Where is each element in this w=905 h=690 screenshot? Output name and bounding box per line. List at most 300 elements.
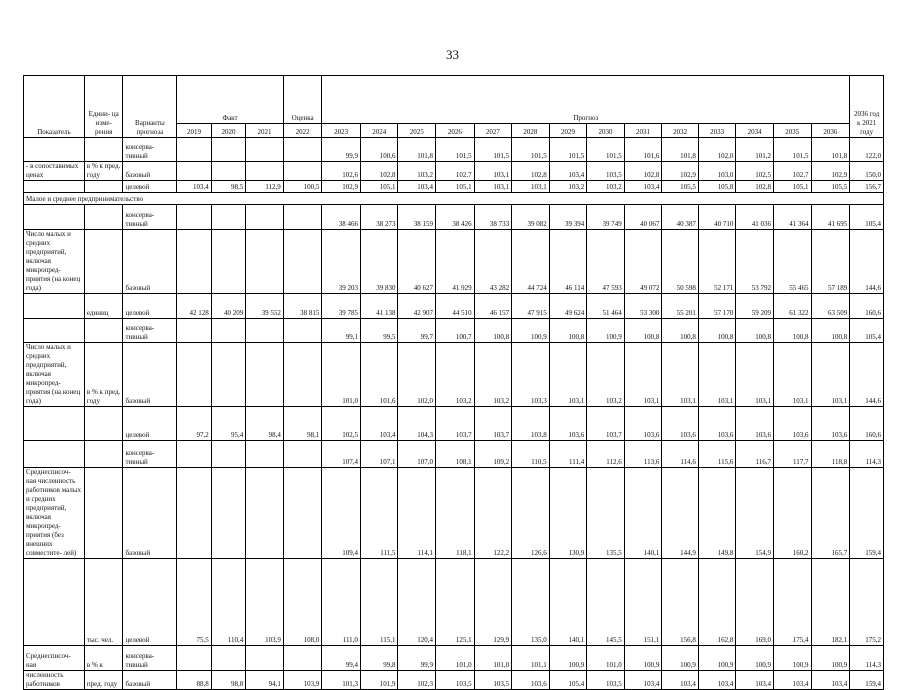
header-last-col: 2036 год к 2021 году [850, 76, 884, 138]
ratio-cell: 105,4 [850, 205, 884, 230]
value-cell: 40 067 [624, 205, 662, 230]
value-cell: 175,4 [773, 559, 811, 646]
value-cell: 105,1 [773, 181, 811, 193]
ratio-cell: 144,6 [850, 343, 884, 407]
value-cell: 102,5 [322, 407, 361, 441]
value-cell: 103,5 [436, 671, 475, 690]
value-cell: 39 394 [549, 205, 587, 230]
value-cell: 55 201 [662, 294, 699, 319]
indicator-cell [24, 441, 85, 468]
value-cell: 113,6 [624, 441, 662, 468]
value-cell: 100,5 [283, 181, 322, 193]
unit-cell [84, 468, 123, 559]
value-cell [246, 319, 284, 343]
ratio-cell: 159,4 [850, 468, 884, 559]
section-title: Малое и среднее предпринимательство [24, 193, 884, 205]
variant-cell: целевой [123, 407, 177, 441]
value-cell: 102,9 [662, 162, 699, 181]
table-row [24, 646, 884, 671]
table-row [24, 138, 884, 162]
value-cell: 109,4 [322, 468, 361, 559]
variant-cell: целевой [123, 181, 177, 193]
value-cell: 103,1 [698, 343, 736, 407]
value-cell [246, 138, 284, 162]
value-cell: 102,0 [398, 343, 436, 407]
value-cell: 103,1 [474, 181, 512, 193]
value-cell: 100,9 [773, 646, 811, 671]
value-cell: 118,1 [436, 468, 475, 559]
value-cell: 101,0 [436, 646, 475, 671]
indicator-cell: - в сопоставимых ценах [24, 162, 85, 181]
value-cell: 97,2 [177, 407, 212, 441]
value-cell: 103,6 [773, 407, 811, 441]
value-cell: 118,8 [811, 441, 850, 468]
unit-cell [84, 319, 123, 343]
value-cell: 103,4 [549, 162, 587, 181]
value-cell: 111,4 [549, 441, 587, 468]
value-cell: 103,1 [474, 162, 512, 181]
value-cell: 40 209 [211, 294, 246, 319]
year-header-cell: 2032 [662, 124, 699, 138]
value-cell [211, 138, 246, 162]
value-cell: 140,1 [549, 559, 587, 646]
value-cell: 103,3 [512, 343, 550, 407]
ratio-cell: 156,7 [850, 181, 884, 193]
value-cell: 111,0 [322, 559, 361, 646]
value-cell: 102,0 [698, 138, 736, 162]
value-cell: 112,9 [246, 181, 284, 193]
value-cell: 151,1 [624, 559, 662, 646]
value-cell: 103,1 [662, 343, 699, 407]
value-cell: 53 792 [736, 230, 774, 294]
year-header-cell: 2026 [436, 124, 475, 138]
year-header-cell: 2029 [549, 124, 587, 138]
value-cell: 99,5 [360, 319, 398, 343]
value-cell: 107,0 [398, 441, 436, 468]
indicator-cell [24, 559, 85, 646]
value-cell: 130,9 [549, 468, 587, 559]
value-cell [283, 319, 322, 343]
value-cell: 103,0 [698, 162, 736, 181]
value-cell [246, 230, 284, 294]
value-cell: 103,2 [436, 343, 475, 407]
value-cell: 101,6 [624, 138, 662, 162]
indicator-cell [24, 205, 85, 230]
variant-cell: консерва- тивный [123, 441, 177, 468]
value-cell: 100,8 [811, 319, 850, 343]
value-cell: 101,3 [322, 671, 361, 690]
value-cell: 101,5 [773, 138, 811, 162]
value-cell: 169,0 [736, 559, 774, 646]
value-cell [283, 162, 322, 181]
value-cell: 102,7 [773, 162, 811, 181]
ratio-cell: 160,6 [850, 407, 884, 441]
value-cell: 100,9 [549, 646, 587, 671]
value-cell [211, 468, 246, 559]
value-cell: 107,1 [360, 441, 398, 468]
value-cell: 44 724 [512, 230, 550, 294]
year-header-cell: 2024 [360, 124, 398, 138]
value-cell: 53 300 [624, 294, 662, 319]
value-cell: 103,9 [283, 671, 322, 690]
value-cell: 49 072 [624, 230, 662, 294]
value-cell: 100,8 [624, 319, 662, 343]
value-cell: 103,1 [549, 343, 587, 407]
value-cell: 57 189 [811, 230, 850, 294]
value-cell: 51 464 [587, 294, 625, 319]
value-cell [177, 646, 212, 671]
indicator-cell: Среднесписоч- ная численность работников малых и средних предприятий, включая микропред- приятия (без внешних совместите- лей) [24, 468, 85, 559]
value-cell: 61 322 [773, 294, 811, 319]
value-cell: 115,1 [360, 559, 398, 646]
table-row [24, 343, 884, 407]
value-cell: 103,1 [736, 343, 774, 407]
value-cell [211, 162, 246, 181]
value-cell: 102,7 [436, 162, 475, 181]
value-cell: 100,9 [698, 646, 736, 671]
value-cell: 100,8 [698, 319, 736, 343]
value-cell: 114,6 [662, 441, 699, 468]
value-cell: 102,8 [624, 162, 662, 181]
value-cell: 38 815 [283, 294, 322, 319]
value-cell: 105,5 [662, 181, 699, 193]
value-cell: 42 907 [398, 294, 436, 319]
value-cell: 40 627 [398, 230, 436, 294]
value-cell: 99,9 [322, 138, 361, 162]
value-cell: 98,4 [246, 407, 284, 441]
value-cell: 52 171 [698, 230, 736, 294]
value-cell: 103,4 [360, 407, 398, 441]
unit-cell: единиц [84, 294, 123, 319]
value-cell: 111,5 [360, 468, 398, 559]
variant-cell: базовый [123, 343, 177, 407]
value-cell: 39 203 [322, 230, 361, 294]
value-cell: 57 170 [698, 294, 736, 319]
value-cell: 98,8 [211, 671, 246, 690]
value-cell [283, 441, 322, 468]
value-cell: 103,5 [587, 671, 625, 690]
year-header-cell: 2021 [246, 124, 284, 138]
value-cell [283, 205, 322, 230]
table-row [24, 230, 884, 294]
value-cell: 102,8 [512, 162, 550, 181]
variant-cell: консерва- тивный [123, 646, 177, 671]
unit-cell: тыс. чел. [84, 559, 123, 646]
variant-cell: консерва- тивный [123, 205, 177, 230]
indicator-cell [24, 319, 85, 343]
value-cell: 101,0 [587, 646, 625, 671]
value-cell: 103,7 [436, 407, 475, 441]
value-cell: 125,1 [436, 559, 475, 646]
value-cell: 116,7 [736, 441, 774, 468]
indicator-cell: численность работников [24, 671, 85, 690]
value-cell: 103,6 [662, 407, 699, 441]
value-cell: 41 929 [436, 230, 475, 294]
unit-cell: в % к [84, 646, 123, 671]
value-cell: 103,1 [811, 343, 850, 407]
value-cell [177, 319, 212, 343]
value-cell: 101,1 [512, 646, 550, 671]
value-cell: 102,8 [736, 181, 774, 193]
value-cell: 46 114 [549, 230, 587, 294]
variant-cell: целевой [123, 294, 177, 319]
value-cell: 144,9 [662, 468, 699, 559]
ratio-cell: 150,0 [850, 162, 884, 181]
value-cell: 101,0 [322, 343, 361, 407]
value-cell: 126,6 [512, 468, 550, 559]
value-cell: 39 082 [512, 205, 550, 230]
value-cell: 129,9 [474, 559, 512, 646]
value-cell: 75,5 [177, 559, 212, 646]
ratio-cell: 159,4 [850, 671, 884, 690]
value-cell: 101,5 [474, 138, 512, 162]
value-cell: 103,4 [177, 181, 212, 193]
value-cell [246, 441, 284, 468]
ratio-cell: 114,3 [850, 646, 884, 671]
unit-cell [84, 181, 123, 193]
value-cell: 103,4 [698, 671, 736, 690]
page-number: 33 [446, 47, 459, 62]
value-cell: 109,2 [474, 441, 512, 468]
ratio-cell: 114,3 [850, 441, 884, 468]
value-cell: 103,4 [398, 181, 436, 193]
table-row [24, 181, 884, 193]
value-cell: 101,8 [811, 138, 850, 162]
value-cell: 38 159 [398, 205, 436, 230]
table-row [24, 205, 884, 230]
value-cell: 103,2 [398, 162, 436, 181]
value-cell: 105,4 [549, 671, 587, 690]
value-cell [177, 162, 212, 181]
value-cell: 103,2 [549, 181, 587, 193]
value-cell: 47 915 [512, 294, 550, 319]
value-cell: 38 426 [436, 205, 475, 230]
value-cell [211, 646, 246, 671]
value-cell: 102,9 [322, 181, 361, 193]
value-cell: 101,8 [662, 138, 699, 162]
value-cell: 103,1 [512, 181, 550, 193]
value-cell: 101,8 [398, 138, 436, 162]
value-cell: 44 510 [436, 294, 475, 319]
value-cell: 156,8 [662, 559, 699, 646]
value-cell [246, 468, 284, 559]
value-cell: 41 036 [736, 205, 774, 230]
value-cell: 39 830 [360, 230, 398, 294]
value-cell: 94,1 [246, 671, 284, 690]
table-row [24, 468, 884, 559]
value-cell [177, 343, 212, 407]
value-cell: 43 282 [474, 230, 512, 294]
value-cell [283, 646, 322, 671]
value-cell: 103,6 [811, 407, 850, 441]
value-cell: 103,4 [624, 181, 662, 193]
ratio-cell: 144,6 [850, 230, 884, 294]
value-cell [211, 230, 246, 294]
value-cell: 182,1 [811, 559, 850, 646]
value-cell: 108,1 [436, 441, 475, 468]
value-cell: 101,6 [360, 343, 398, 407]
year-header-cell: 2033 [698, 124, 736, 138]
indicator-cell [24, 181, 85, 193]
year-header-cell: 2027 [474, 124, 512, 138]
value-cell: 103,4 [736, 671, 774, 690]
value-cell: 100,8 [549, 319, 587, 343]
value-cell: 103,1 [624, 343, 662, 407]
value-cell [211, 205, 246, 230]
value-cell: 99,4 [322, 646, 361, 671]
value-cell: 110,4 [211, 559, 246, 646]
indicator-cell [24, 138, 85, 162]
unit-cell [84, 230, 123, 294]
value-cell: 165,7 [811, 468, 850, 559]
value-cell: 101,5 [549, 138, 587, 162]
value-cell: 39 749 [587, 205, 625, 230]
value-cell: 46 157 [474, 294, 512, 319]
value-cell: 100,9 [512, 319, 550, 343]
variant-cell: целевой [123, 559, 177, 646]
year-header-cell: 2030 [587, 124, 625, 138]
indicator-cell: Число малых и средних предприятий, включая микропред- приятия (на конец года) [24, 230, 85, 294]
value-cell: 154,9 [736, 468, 774, 559]
indicator-cell: Число малых и средних предприятий, включая микропред- приятия (на конец года) [24, 343, 85, 407]
unit-cell: в % к пред. году [84, 343, 123, 407]
value-cell [283, 343, 322, 407]
year-header-cell: 2034 [736, 124, 774, 138]
value-cell: 122,2 [474, 468, 512, 559]
value-cell: 100,6 [360, 138, 398, 162]
value-cell: 120,4 [398, 559, 436, 646]
value-cell [211, 319, 246, 343]
header-indicator: Показатель [24, 76, 85, 138]
value-cell [211, 343, 246, 407]
table-row [24, 671, 884, 690]
value-cell: 101,5 [436, 138, 475, 162]
table-body [24, 138, 884, 690]
value-cell [283, 468, 322, 559]
value-cell: 99,9 [398, 646, 436, 671]
value-cell: 59 209 [736, 294, 774, 319]
value-cell: 160,2 [773, 468, 811, 559]
unit-cell [84, 441, 123, 468]
value-cell: 63 509 [811, 294, 850, 319]
year-header-cell: 2031 [624, 124, 662, 138]
value-cell: 103,6 [624, 407, 662, 441]
value-cell: 105,5 [811, 181, 850, 193]
value-cell: 39 785 [322, 294, 361, 319]
ratio-cell: 105,4 [850, 319, 884, 343]
value-cell: 38 733 [474, 205, 512, 230]
indicator-cell [24, 407, 85, 441]
value-cell: 145,5 [587, 559, 625, 646]
table-row [24, 441, 884, 468]
value-cell: 102,5 [736, 162, 774, 181]
value-cell [246, 162, 284, 181]
value-cell: 103,6 [698, 407, 736, 441]
value-cell: 102,6 [322, 162, 361, 181]
value-cell: 103,4 [773, 671, 811, 690]
value-cell [246, 646, 284, 671]
value-cell: 117,7 [773, 441, 811, 468]
value-cell: 55 465 [773, 230, 811, 294]
value-cell: 100,9 [587, 319, 625, 343]
year-header-cell: 2019 [177, 124, 212, 138]
value-cell: 140,1 [624, 468, 662, 559]
value-cell: 50 598 [662, 230, 699, 294]
value-cell: 103,4 [811, 671, 850, 690]
ratio-cell: 175,2 [850, 559, 884, 646]
value-cell: 40 710 [698, 205, 736, 230]
value-cell: 103,5 [474, 671, 512, 690]
value-cell: 115,6 [698, 441, 736, 468]
unit-cell [84, 205, 123, 230]
value-cell: 41 695 [811, 205, 850, 230]
value-cell [177, 441, 212, 468]
value-cell: 40 387 [662, 205, 699, 230]
value-cell: 100,7 [436, 319, 475, 343]
year-header-cell: 2028 [512, 124, 550, 138]
table-row [24, 294, 884, 319]
value-cell [177, 205, 212, 230]
value-cell: 103,6 [549, 407, 587, 441]
value-cell: 88,8 [177, 671, 212, 690]
value-cell: 100,8 [736, 319, 774, 343]
header-forecast: Прогноз [322, 76, 850, 124]
value-cell: 100,9 [662, 646, 699, 671]
value-cell [211, 441, 246, 468]
value-cell: 100,8 [662, 319, 699, 343]
value-cell [177, 138, 212, 162]
value-cell: 42 128 [177, 294, 212, 319]
value-cell: 39 552 [246, 294, 284, 319]
value-cell: 49 624 [549, 294, 587, 319]
value-cell: 162,8 [698, 559, 736, 646]
value-cell: 101,9 [360, 671, 398, 690]
header-fact: Факт [177, 76, 284, 124]
header-variants: Варианты прогноза [123, 76, 177, 138]
value-cell: 102,3 [398, 671, 436, 690]
value-cell: 103,9 [246, 559, 284, 646]
value-cell: 102,8 [360, 162, 398, 181]
value-cell: 100,9 [624, 646, 662, 671]
variant-cell: базовый [123, 230, 177, 294]
value-cell: 135,5 [587, 468, 625, 559]
value-cell: 98,5 [211, 181, 246, 193]
variant-cell: базовый [123, 162, 177, 181]
value-cell: 103,4 [662, 671, 699, 690]
value-cell: 105,1 [360, 181, 398, 193]
value-cell: 149,8 [698, 468, 736, 559]
value-cell [177, 230, 212, 294]
variant-cell: консерва- тивный [123, 319, 177, 343]
variant-cell: базовый [123, 468, 177, 559]
forecast-table [23, 75, 884, 690]
value-cell: 103,6 [512, 671, 550, 690]
value-cell: 41 364 [773, 205, 811, 230]
value-cell: 99,1 [322, 319, 361, 343]
table-row [24, 193, 884, 205]
value-cell: 108,0 [283, 559, 322, 646]
value-cell: 103,2 [474, 343, 512, 407]
unit-cell [84, 407, 123, 441]
value-cell: 100,9 [736, 646, 774, 671]
value-cell: 114,1 [398, 468, 436, 559]
variant-cell: консерва- тивный [123, 138, 177, 162]
header-estimate: Оценка [283, 76, 322, 124]
value-cell: 103,7 [474, 407, 512, 441]
value-cell: 105,8 [698, 181, 736, 193]
value-cell: 100,9 [811, 646, 850, 671]
table-row [24, 162, 884, 181]
